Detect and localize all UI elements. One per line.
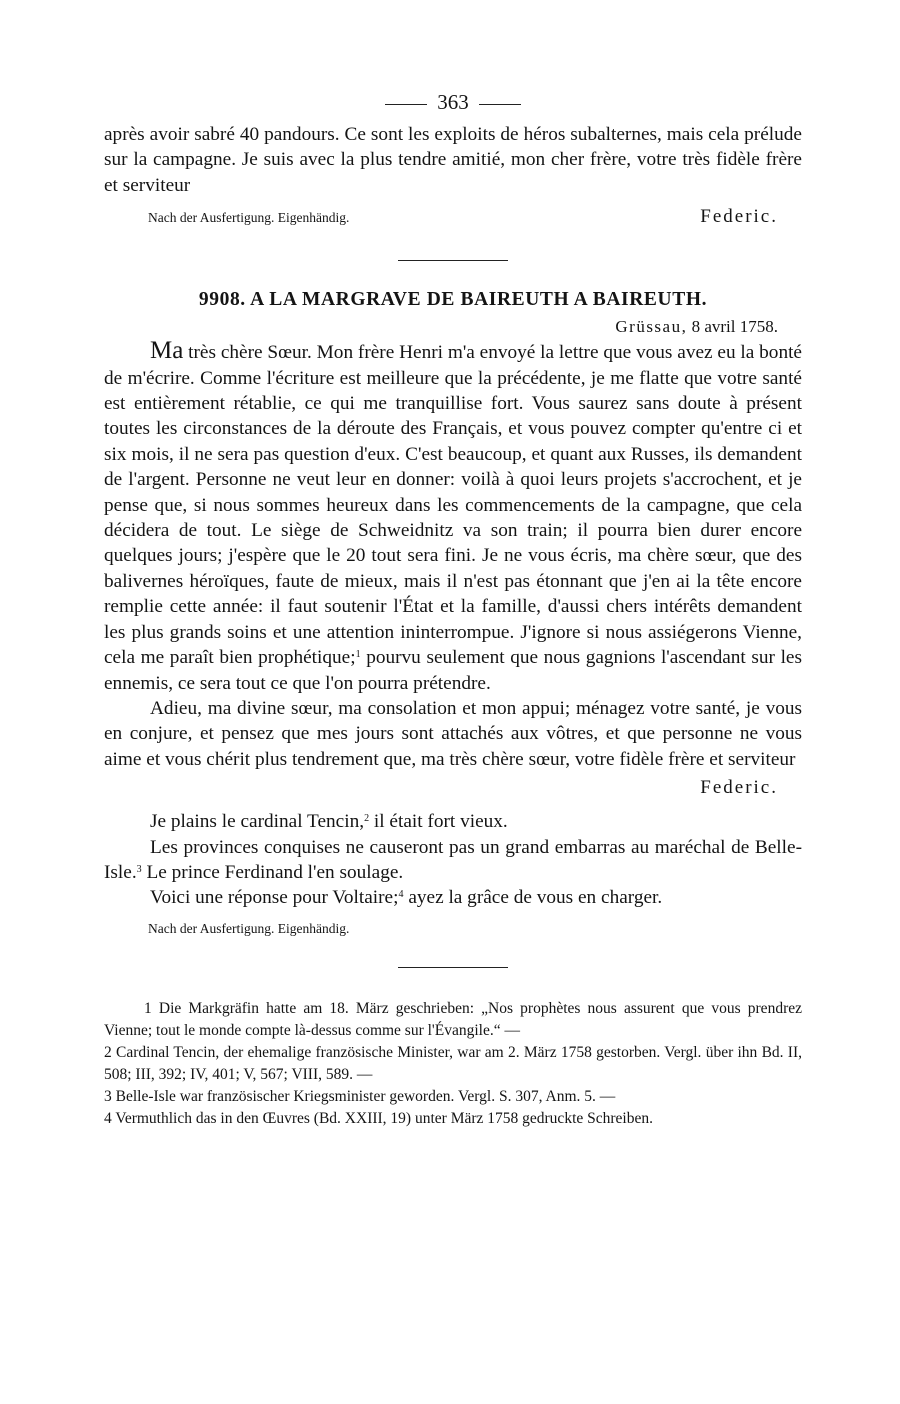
footnote-ref-2: 2 [364,813,370,825]
continuation-paragraph: après avoir sabré 40 pandours. Ce sont les exploits de héros subalternes, mais cela prélude sur la campagne. Je suis avec la plus tendre amitié, mon cher frère, votre très fidèle frère et serviteur [104,124,802,196]
postscript-line-1: Je plains le cardinal Tencin,$^2$ il était fort vieux. [150,811,508,833]
postscript-line-3: Voici une réponse pour Voltaire;$^4$ ayez la grâce de vous en charger. [150,887,663,909]
continuation-source-note: Nach der Ausfertigung. Eigenhändig. [148,210,350,226]
footnote-4: 4 Vermuthlich das in den Œuvres (Bd. XXIII, 19) unter März 1758 gedruckte Schreiben. [104,1109,653,1127]
letter-initial: Ma [150,337,184,365]
section-divider [398,260,508,261]
footnote-1: 1 Die Markgräfin hatte am 18. März geschrieben: „Nos prophètes nous assurent que vous prendrez Vienne; tout le monde compte là-dessus comme sur l'Évangile.“ — [104,999,802,1039]
letter-source-line [104,921,802,937]
postscript-line-2: Les provinces conquises ne causeront pas un grand embarras au maréchal de Belle-Isle.$^3$ Le prince Ferdinand l'en soulage. [104,836,802,883]
footnote-ref-4: 4 [398,889,404,901]
page-number: 363 [437,90,469,114]
letter-date: 8 avril 1758. [691,317,778,337]
document-page [104,88,802,1130]
postscript [104,809,802,911]
page-header [104,88,802,116]
footnote-ref-3: 3 [136,863,142,875]
letter-paragraph-1: Ma très chère Sœur. Mon frère Henri m'a envoyé la lettre que vous avez eu la bonté de m'écrire. Comme l'écriture est meilleure que la précédente, je me flatte que votre santé est entièrement rétablie, ce qui me tranquillise fort. Vous saurez sans doute à présent toutes les circonstances de la déroute des Français, et vous pouvez compter qu'entre ci et six mois, il ne sera pas question d'eux. C'est beaucoup, et quant aux Russes, ils demandent de l'argent. Personne ne veut leur en donner: voilà à quoi leurs projets s'accrochent, et je pense que, si nous sommes heureux dans les commencements de la campagne, que cela décidera de tout. Le siège de Schweidnitz va son train; il pourra bien durer encore quelques jours; j'espère que le 20 tout sera fini. Je ne vous écris, ma chère sœur, que des balivernes héroïques, faute de mieux, mais il n'est pas étonnant que j'en ai la tête encore remplie cette année: il faut soutenir l'État et la famille, d'aussi chers intérêts demandent les plus grands soins et une attention ininterrompue. J'ignore si nous assiégerons Vienne, cela me paraît bien prophétique;$^1$ pourvu seulement que nous gagnions l'ascendant sur les ennemis, ce sera tout ce que l'on pourra prétendre. [104,337,802,694]
letter-heading: 9908. A LA MARGRAVE DE BAIREUTH A BAIREUTH. [198,289,708,311]
letter-dateline [104,317,778,337]
header-dash-left [385,104,427,105]
letter-body [104,338,802,772]
footnote-3: 3 Belle-Isle war französischer Kriegsminister geworden. Vergl. S. 307, Anm. 5. — [104,1087,616,1105]
footnote-divider [398,967,508,968]
letter-signature: Federic. [700,777,778,799]
footnote-2: 2 Cardinal Tencin, der ehemalige französische Minister, war am 2. März 1758 gestorben. Vergl. über ihn Bd. II, 508; III, 392; IV, 401; V, 567; VIII, 589. — [104,1043,803,1083]
letter-source-note: Nach der Ausfertigung. Eigenhändig. [148,920,350,936]
continuation-signature: Federic. [700,206,778,228]
continuation-source-line [104,206,802,228]
letter-paragraph-2: Adieu, ma divine sœur, ma consolation et mon appui; ménagez votre santé, je vous en conjure, et pensez que mes jours sont attachés aux vôtres, et que personne ne vous aime et vous chérit plus tendrement que, ma très chère sœur, votre fidèle frère et serviteur [104,697,802,770]
footnotes [104,998,802,1130]
continuation-text [104,122,802,198]
header-dash-right [479,104,521,105]
footnote-ref-1: 1 [355,649,361,661]
letter-place: Grüssau, [615,317,688,337]
